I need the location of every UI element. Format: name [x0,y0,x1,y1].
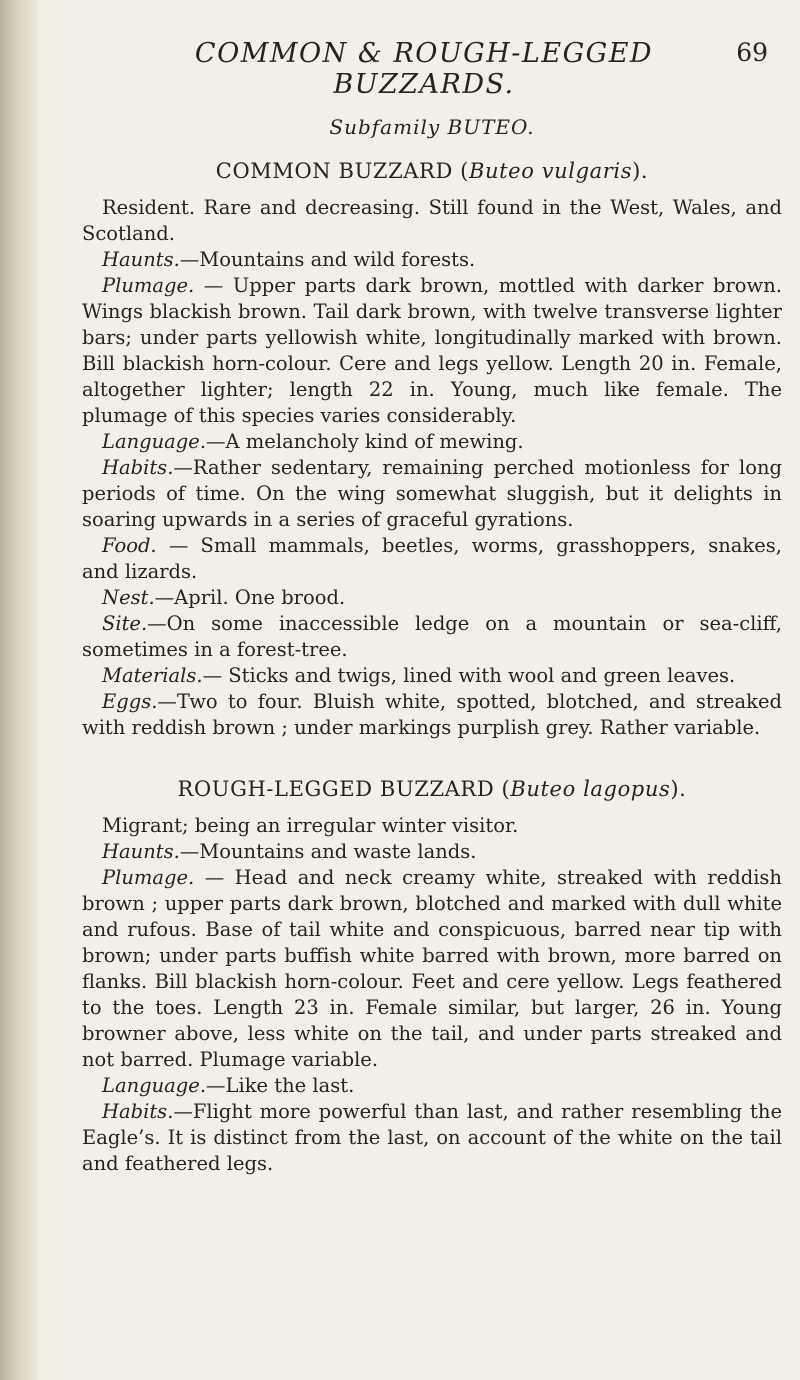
eggs-paragraph [82,689,782,741]
food-text: — Small mammals, beetles, worms, grasshoppers, snakes, and lizards. [82,534,782,583]
running-title: COMMON & ROUGH-LEGGED BUZZARDS. [194,38,654,100]
plumage-text: — Head and neck creamy white, streaked with reddish brown ; upper parts dark brown, blotched and marked with dull white and rufous. Base of tail white and conspicuous, barred near tip with brown; under parts buffish white barred with brown, more barred on flanks. Bill blackish horn-colour. Feet and cere yellow. Legs feathered to the toes. Length 23 in. Female similar, but larger, 26 in. Young browner above, less white on the tail, and under parts streaked and not barred. Plumage variable. [82,866,782,1071]
status-paragraph: Migrant; being an irregular winter visitor. [102,814,519,837]
site-paragraph [82,611,782,663]
text-column [82,115,782,1177]
nest-label: Nest. [102,586,155,609]
habits-text: —Flight more powerful than last, and rather resembling the Eagle’s. It is distinct from the last, on account of the white on the tail and feathered legs. [82,1100,782,1175]
materials-paragraph [82,663,782,689]
language-label: Language. [102,430,207,453]
haunts-text: —Mountains and waste lands. [179,840,477,863]
haunts-paragraph [82,839,782,865]
language-label: Language. [102,1074,207,1097]
plumage-paragraph [82,273,782,429]
language-paragraph [82,429,782,455]
status-paragraph: Resident. Rare and decreasing. Still found in the West, Wales, and Scotland. [82,196,782,245]
food-label: Food. [102,534,157,557]
plumage-label: Plumage. [102,274,195,297]
food-paragraph [82,533,782,585]
language-text: —Like the last. [206,1074,355,1097]
species-name: COMMON BUZZARD [215,159,453,183]
scientific-name: Buteo vulgaris [468,159,633,183]
language-text: —A melancholy kind of mewing. [206,430,524,453]
subfamily-heading: Subfamily BUTEO. [329,115,535,139]
running-head [120,38,768,100]
haunts-text: —Mountains and wild forests. [179,248,476,271]
materials-label: Materials. [102,664,203,687]
plumage-label: Plumage. [102,866,195,889]
haunts-label: Haunts. [102,840,180,863]
species-name: ROUGH-LEGGED BUZZARD [177,777,495,801]
habits-label: Habits. [102,1100,174,1123]
materials-text: — Sticks and twigs, lined with wool and green leaves. [202,664,736,687]
habits-paragraph [82,455,782,533]
haunts-paragraph [82,247,782,273]
site-label: Site. [102,612,148,635]
scientific-name: Buteo lagopus [510,777,671,801]
habits-label: Habits. [102,456,174,479]
language-paragraph [82,1073,782,1099]
page-number: 69 [736,38,768,67]
eggs-text: —Two to four. Bluish white, spotted, blotched, and streaked with reddish brown ; under markings purplish grey. Rather variable. [82,690,782,739]
species-heading-common-buzzard: COMMON BUZZARD (Buteo vulgaris). [215,159,649,183]
site-text: —On some inaccessible ledge on a mountain or sea-cliff, sometimes in a forest-tree. [82,612,782,661]
haunts-label: Haunts. [102,248,180,271]
plumage-paragraph [82,865,782,1073]
habits-paragraph [82,1099,782,1177]
nest-text: —April. One brood. [154,586,346,609]
nest-paragraph [82,585,782,611]
eggs-label: Eggs. [102,690,158,713]
species-heading-rough-legged-buzzard: ROUGH-LEGGED BUZZARD (Buteo lagopus). [177,777,687,801]
habits-text: —Rather sedentary, remaining perched motionless for long periods of time. On the wing somewhat sluggish, but it delights in soaring upwards in a series of graceful gyrations. [82,456,782,531]
plumage-text: — Upper parts dark brown, mottled with darker brown. Wings blackish brown. Tail dark brown, with twelve transverse lighter bars; under parts yellowish white, longitudinally marked with brown. Bill blackish horn-colour. Cere and legs yellow. Length 20 in. Female, altogether lighter; length 22 in. Young, much like female. The plumage of this species varies considerably. [82,274,782,427]
